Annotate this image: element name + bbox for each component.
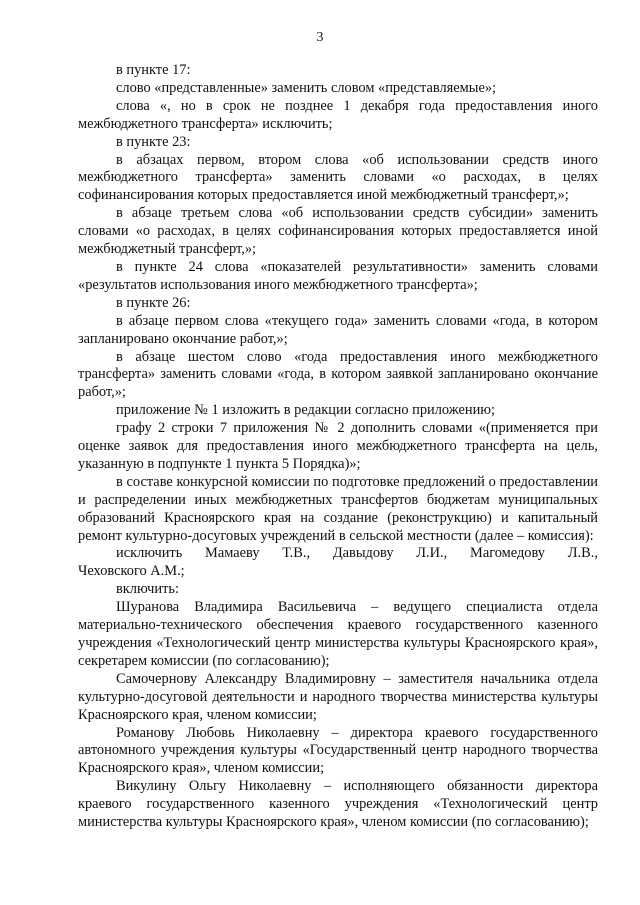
include-label: включить:: [116, 581, 179, 598]
exclude-word: Мамаеву: [205, 545, 260, 562]
paragraph: слово «представленные» заменить словом «представляемые»;: [116, 79, 497, 96]
paragraph: в абзаце третьем слова «об использовании средств субсидии» заменить словами «о расходах, в целях софинансирования которых предоставляется иной межбюджетный трансферт,»;: [78, 205, 598, 258]
page-number: 3: [316, 30, 324, 45]
exclude-word: Т.В.,: [282, 545, 311, 562]
paragraph: слова «, но в срок не позднее 1 декабря года предоставления иного межбюджетного трансферта» исключить;: [78, 97, 598, 132]
exclude-word: исключить: [116, 545, 183, 562]
paragraph: в пункте 17:: [116, 62, 191, 78]
exclude-line: [78, 545, 598, 563]
exclude-word: Магомедову: [470, 545, 545, 562]
paragraph: в пункте 23:: [116, 133, 191, 150]
paragraph: приложение № 1 изложить в редакции согласно приложению;: [116, 402, 496, 419]
exclude-word: Давыдову: [332, 545, 394, 562]
paragraph: в составе конкурсной комиссии по подготовке предложений о предоставлении и распределении иных межбюджетных трансфертов бюджетам муниципальных образований Красноярского края на создание (реконструкцию) и капитальный ремонт культурно-досуговых учреждений в сельской местности (далее – комиссия):: [78, 473, 598, 544]
paragraph: в абзаце шестом слово «года предоставления иного межбюджетного трансферта» заменить словами «года, в котором заявкой запланировано окончание работ,»;: [78, 348, 598, 401]
paragraph: в абзацах первом, втором слова «об использовании средств иного межбюджетного трансферта» заменить словами «о расходах, в целях софинансирования которых предоставляется иной межбюджетный трансферт,»;: [78, 151, 598, 204]
paragraph: в пункте 26:: [116, 294, 191, 311]
paragraph: в пункте 24 слова «показателей результативности» заменить словами «результатов использования иного межбюджетного трансферта»;: [78, 258, 598, 293]
paragraph: графу 2 строки 7 приложения № 2 дополнить словами «(применяется при оценке заявок для предоставления иного межбюджетного трансферта на цель, указанную в подпункте 1 пункта 5 Порядка)»;: [78, 420, 598, 472]
paragraph: в абзаце первом слова «текущего года» заменить словами «года, в котором запланировано окончание работ,»;: [78, 312, 598, 347]
exclude-word: Л.И.,: [416, 545, 448, 562]
member-paragraph: Романову Любовь Николаевну – директора краевого государственного автономного учреждения культуры «Государственный центр народного творчества Красноярского края», членом комиссии;: [78, 724, 598, 777]
document-body: [78, 62, 598, 832]
member-paragraph: Шуранова Владимира Васильевича – ведущего специалиста отдела материально-технического обеспечения краевого государственного казенного учреждения «Технологический центр министерства культуры Красноярского края», секретарем комиссии (по согласованию);: [78, 599, 598, 669]
member-paragraph: Самочернову Александру Владимировну – заместителя начальника отдела культурно-досуговой деятельности и народного творчества министерства культуры Красноярского края, членом комиссии;: [78, 670, 598, 723]
member-paragraph: Викулину Ольгу Николаевну – исполняющего обязанности директора краевого государственного казенного учреждения «Технологический центр министерства культуры Красноярского края», членом комиссии (по согласованию);: [78, 778, 598, 831]
exclude-word: Л.В.,: [567, 545, 598, 562]
exclude-tail: Чеховского А.М.;: [78, 563, 185, 580]
